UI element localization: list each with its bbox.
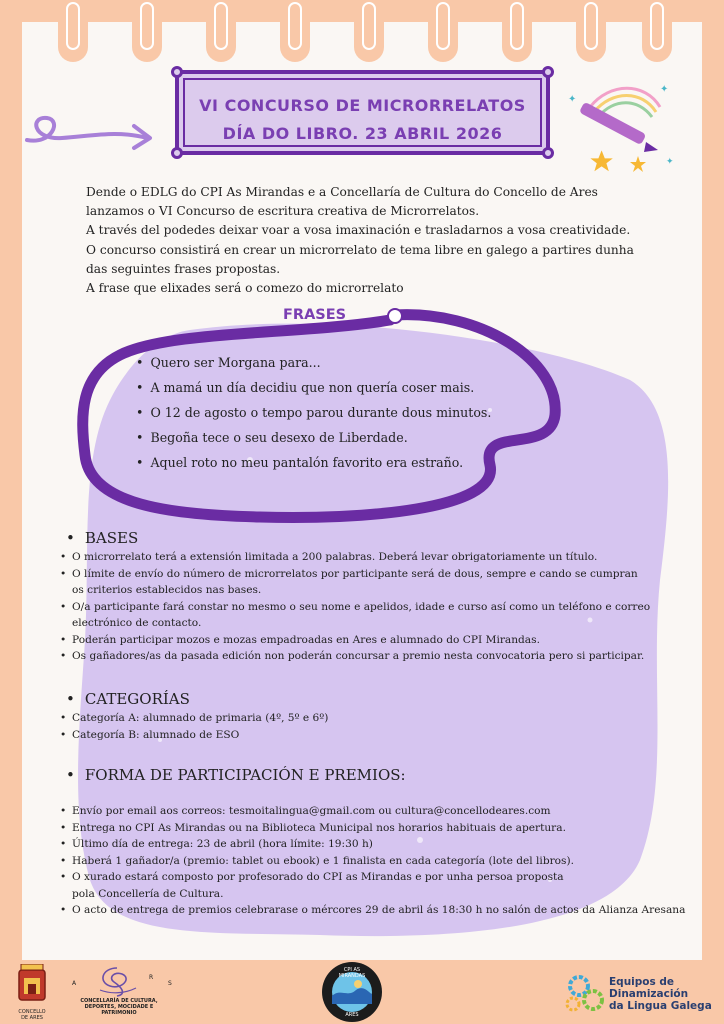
svg-text:✦: ✦ bbox=[660, 84, 669, 95]
edlg-gears-icon bbox=[563, 974, 607, 1014]
title-corner bbox=[542, 66, 554, 78]
concello-label-line: CONCELLO bbox=[18, 1009, 46, 1015]
forma-heading: • FORMA DE PARTICIPACIÓN E PREMIOS: bbox=[66, 766, 406, 784]
concellaria-letter: A bbox=[72, 980, 77, 987]
notebook-hole bbox=[502, 22, 532, 62]
forma-heading-text: FORMA DE PARTICIPACIÓN E PREMIOS: bbox=[84, 766, 406, 784]
notebook-hole bbox=[280, 22, 310, 62]
intro-text bbox=[86, 183, 666, 298]
list-item: • O límite de envío do número de microrrelatos por participante será de dous, sempre e cando se cumpran bbox=[60, 566, 650, 583]
bases-heading: • BASES bbox=[66, 529, 139, 547]
concello-label bbox=[14, 1009, 50, 1021]
concellaria-label-line: DEPORTES, MOCIDADE E bbox=[84, 1004, 154, 1010]
categorias-heading: • CATEGORÍAS bbox=[66, 690, 190, 708]
title-corner bbox=[171, 66, 183, 78]
list-item: • Poderán participar mozos e mozas empadroadas en Ares e alumnado do CPI Mirandas. bbox=[60, 632, 650, 649]
concellaria-letter: R bbox=[149, 974, 154, 981]
intro-line: A frase que elixades será o comezo do microrrelato bbox=[86, 281, 404, 296]
arrow-icon bbox=[22, 100, 157, 155]
continuation-text: electrónico de contacto. bbox=[72, 617, 202, 629]
list-item: • Haberá 1 gañador/a (premio: tablet ou ebook) e 1 finalista en cada categoría (lote del libros). bbox=[60, 853, 685, 870]
list-item bbox=[60, 886, 685, 903]
list-item: • O/a participante fará constar no mesmo o seu nome e apelidos, idade e curso así como un teléfono e correo bbox=[60, 599, 650, 616]
pen-rainbow-icon bbox=[560, 72, 680, 192]
notebook-hole bbox=[132, 22, 162, 62]
intro-line: das seguintes frases propostas. bbox=[86, 261, 281, 276]
intro-line: lanzamos o VI Concurso de escritura creativa de Microrrelatos. bbox=[86, 204, 480, 219]
intro-line: Dende o EDLG do CPI As Mirandas e a Concellaría de Cultura do Concello de Ares bbox=[86, 185, 598, 199]
cpi-logo-bottom-text: ARES bbox=[345, 1012, 359, 1018]
continuation-text: os criterios establecidos nas bases. bbox=[72, 584, 262, 596]
footer bbox=[0, 960, 724, 1024]
notebook-hole bbox=[642, 22, 672, 62]
list-item bbox=[60, 615, 650, 632]
list-item: • Aquel roto no meu pantalón favorito era estraño. bbox=[136, 455, 491, 480]
list-item: • Entrega no CPI As Mirandas ou na Biblioteca Municipal nos horarios habituais de apertura. bbox=[60, 820, 685, 837]
continuation-text: pola Concellería de Cultura. bbox=[72, 887, 224, 900]
list-item: • O microrrelato terá a extensión limitada a 200 palabras. Deberá levar obrigatoriamente un título. bbox=[60, 549, 650, 566]
concello-crest-icon bbox=[15, 964, 49, 1008]
list-item: • Quero ser Morgana para... bbox=[136, 355, 491, 380]
edlg-label-line: Equipos de bbox=[609, 976, 675, 988]
title-corner bbox=[542, 147, 554, 159]
list-item: • O 12 de agosto o tempo parou durante dous minutos. bbox=[136, 405, 491, 430]
categorias-list bbox=[60, 710, 328, 743]
list-item: • Último día de entrega: 23 de abril (hora límite: 19:30 h) bbox=[60, 836, 685, 853]
title-line-2: DÍA DO LIBRO. 23 ABRIL 2026 bbox=[222, 124, 503, 143]
list-item: • O xurado estará composto por profesorado do CPI as Mirandas e por unha persoa proposta bbox=[60, 869, 685, 886]
edlg-label bbox=[609, 976, 712, 1012]
title-box bbox=[175, 70, 550, 155]
concellaria-label-line: PATRIMONIO bbox=[101, 1010, 137, 1016]
notebook-hole bbox=[206, 22, 236, 62]
frases-heading: FRASES bbox=[283, 307, 347, 323]
list-item: • A mamá un día decidiu que non quería coser mais. bbox=[136, 380, 491, 405]
bases-heading-text: BASES bbox=[84, 529, 139, 547]
bases-list bbox=[60, 549, 650, 665]
svg-text:✦: ✦ bbox=[568, 94, 577, 105]
cpi-logo-top-text: CPI AS MIRANDAS bbox=[338, 967, 366, 979]
edlg-label-line: da Lingua Galega bbox=[609, 1000, 712, 1012]
notebook-hole bbox=[354, 22, 384, 62]
notebook-hole bbox=[576, 22, 606, 62]
list-item: • Os gañadores/as da pasada edición non poderán concursar a premio nesta convocatoria pero si participar. bbox=[60, 648, 650, 665]
list-item: • O acto de entrega de premios celebrarase o mércores 29 de abril ás 18:30 h no salón de actos da Alianza Aresana bbox=[60, 902, 685, 919]
list-item: • Categoría A: alumnado de primaria (4º, 5º e 6º) bbox=[60, 710, 328, 727]
intro-line: A través del podedes deixar voar a vosa imaxinación e trasladarnos a vosa creatividade. bbox=[86, 223, 631, 238]
forma-list bbox=[60, 803, 685, 919]
concello-label-line: DE ARES bbox=[21, 1015, 43, 1021]
concellaria-label-line: CONCELLARÍA DE CULTURA, bbox=[80, 998, 158, 1004]
notebook-hole bbox=[58, 22, 88, 62]
svg-text:✦: ✦ bbox=[666, 157, 674, 167]
concellaria-swirl-icon bbox=[92, 964, 142, 998]
title-corner bbox=[171, 147, 183, 159]
list-item: • Envío por email aos correos: tesmoitalingua@gmail.com ou cultura@concellodeares.com bbox=[60, 803, 685, 820]
concellaria-label bbox=[76, 998, 162, 1016]
concellaria-letter: S bbox=[168, 980, 172, 987]
list-item bbox=[60, 582, 650, 599]
edlg-label-line: Dinamización bbox=[609, 988, 689, 1000]
notebook-hole bbox=[428, 22, 458, 62]
list-item: • Begoña tece o seu desexo de Liberdade. bbox=[136, 430, 491, 455]
frases-list bbox=[136, 355, 491, 480]
list-item: • Categoría B: alumnado de ESO bbox=[60, 727, 328, 744]
intro-line: O concurso consistirá en crear un microrrelato de tema libre en galego a partires dunha bbox=[86, 242, 634, 257]
title-line-1: VI CONCURSO DE MICRORRELATOS bbox=[199, 96, 526, 115]
categorias-heading-text: CATEGORÍAS bbox=[84, 690, 190, 708]
